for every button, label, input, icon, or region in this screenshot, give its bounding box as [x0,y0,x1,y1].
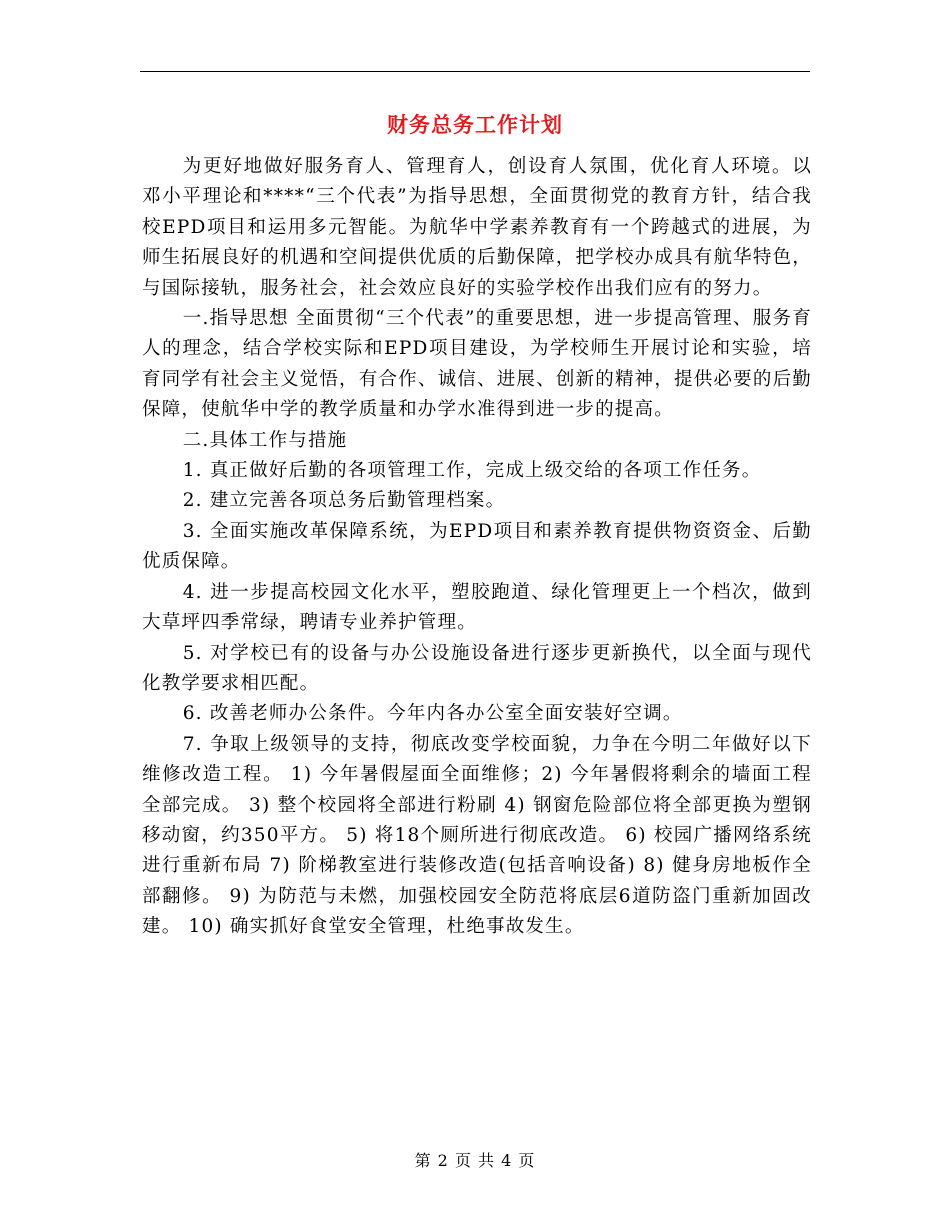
list-item: 3. 全面实施改革保障系统，为EPD项目和素养教育提供物资资金、后勤优质保障。 [142,520,812,573]
guiding-thought-paragraph: 一.指导思想 全面贯彻“三个代表”的重要思想，进一步提高管理、服务育人的理念，结合学校实际和EPD项目建设，为学校师生开展讨论和实验，培育同学有社会主义觉悟，有合作、诚信、进展、创新的精神，提供必要的后勤保障，使航华中学的教学质量和办学水准得到进一步的提高。 [142,308,812,421]
header-rule [140,71,810,72]
page-footer [0,1150,950,1172]
section-heading-measures: 二.具体工作与措施 [182,429,348,451]
list-item: 2. 建立完善各项总务后勤管理档案。 [182,490,506,512]
document-title: 财务总务工作计划 [387,112,563,137]
intro-paragraph: 为更好地做好服务育人、管理育人，创设育人氛围，优化育人环境。以邓小平理论和****“三个代表”为指导思想，全面贯彻党的教育方针，结合我校EPD项目和运用多元智能。为航华中学素养教育有一个跨越式的进展，为师生拓展良好的机遇和空间提供优质的后勤保障，把学校办成具有航华特色，与国际接轨，服务社会，社会效应良好的实验学校作出我们应有的努力。 [142,156,812,299]
list-item: 4. 进一步提高校园文化水平，塑胶跑道、绿化管理更上一个档次，做到大草坪四季常绿，聘请专业养护管理。 [142,581,812,634]
list-item: 1. 真正做好后勤的各项管理工作，完成上级交给的各项工作任务。 [182,460,762,482]
page-number-label: 第 2 页 共 4 页 [414,1151,536,1170]
list-item: 5. 对学校已有的设备与办公设施设备进行逐步更新换代，以全面与现代化教学要求相匹配。 [142,642,812,694]
document-body [142,152,812,943]
list-item: 6. 改善老师办公条件。今年内各办公室全面安装好空调。 [182,703,683,725]
list-item: 7. 争取上级领导的支持，彻底改变学校面貌，力争在今明二年做好以下维修改造工程。 1) 今年暑假屋面全面维修；2) 今年暑假将剩余的墙面工程全部完成。 3) 整个校园将全部进行粉刷 4) 钢窗危险部位将全部更换为塑钢移动窗，约350平方。 5) 将18个厕所进行彻底改造。 6) 校园广播网络系统进行重新布局 7) 阶梯教室进行装修改造(包括音响设备) 8) 健身房地板作全部翻修。 9) 为防范与未燃，加强校园安全防范将底层6道防盗门重新加固改建。 10) 确实抓好食堂安全管理，杜绝事故发生。 [142,733,812,938]
